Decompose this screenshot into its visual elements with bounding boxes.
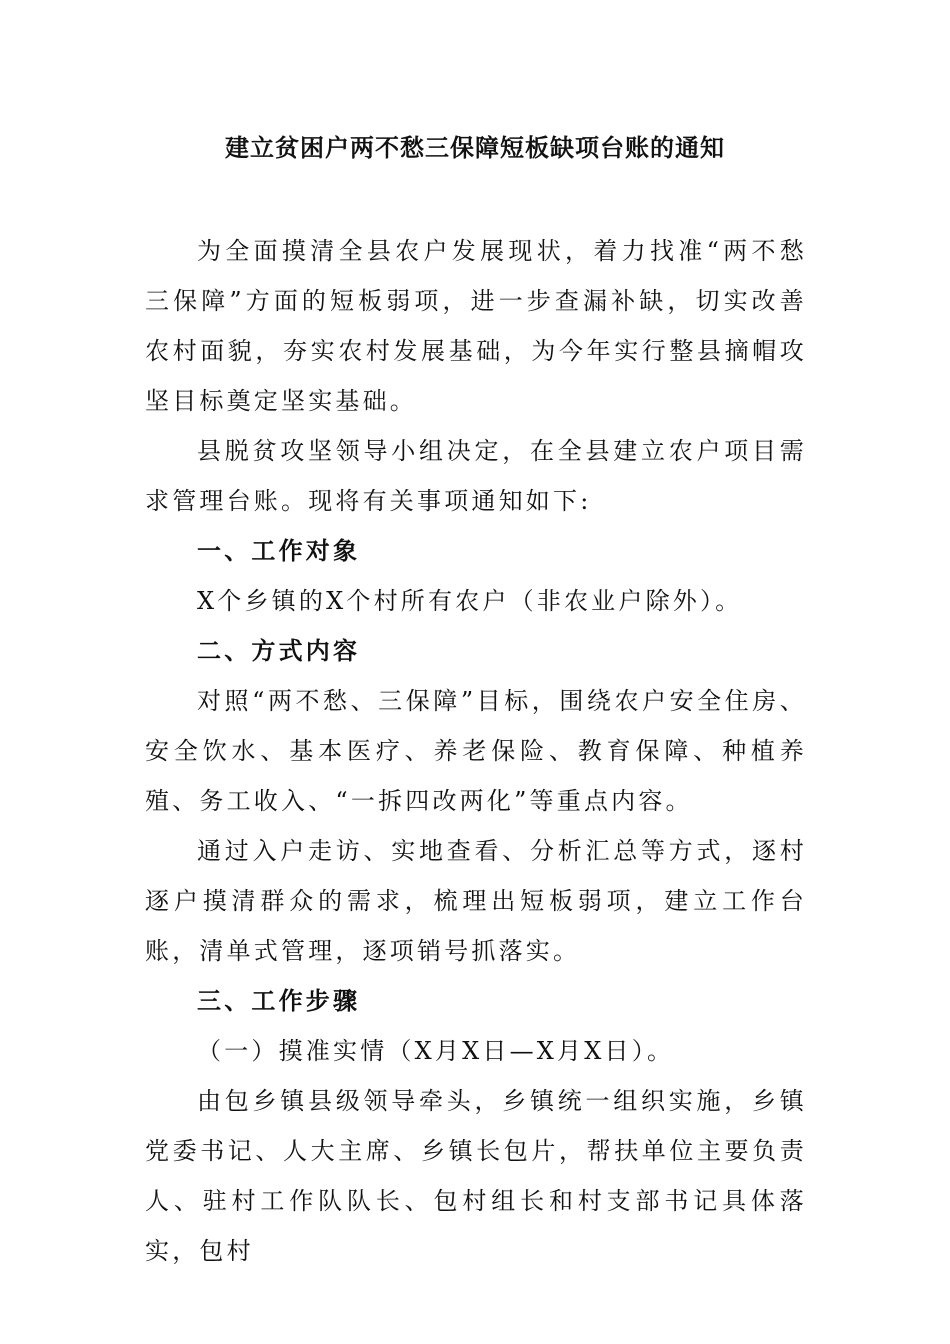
work-target-paragraph: X个乡镇的X个村所有农户（非农业户除外）。 [197,587,743,615]
decision-paragraph: 县脱贫攻坚领导小组决定，在全县建立农户项目需求管理台账。现将有关事项通知如下: [145,437,807,515]
method-detail-paragraph: 通过入户走访、实地查看、分析汇总等方式，逐村逐户摸清群众的需求，梳理出短板弱项，建立工作台账，清单式管理，逐项销号抓落实。 [145,837,807,965]
intro-paragraph: 为全面摸清全县农户发展现状，着力找准“两不愁三保障”方面的短板弱项，进一步查漏补缺，切实改善农村面貌，夯实农村发展基础，为今年实行整县摘帽攻坚目标奠定坚实基础。 [145,237,807,415]
step-one-paragraph: 由包乡镇县级领导牵头，乡镇统一组织实施，乡镇党委书记、人大主席、乡镇长包片，帮扶单位主要负责人、驻村工作队队长、包村组长和村支部书记具体落实，包村 [145,1087,807,1265]
step-one-heading: （一）摸准实情（X月X日—X月X日）。 [197,1037,675,1065]
document-body [145,226,807,1276]
section-heading-method-content: 二、方式内容 [197,637,361,665]
section-heading-work-target: 一、工作对象 [197,537,361,565]
method-content-paragraph: 对照“两不愁、三保障”目标，围绕农户安全住房、安全饮水、基本医疗、养老保险、教育保障、种植养殖、务工收入、“一拆四改两化”等重点内容。 [145,687,807,815]
section-heading-work-steps: 三、工作步骤 [197,987,361,1015]
document-title: 建立贫困户两不愁三保障短板缺项台账的通知 [225,134,725,162]
